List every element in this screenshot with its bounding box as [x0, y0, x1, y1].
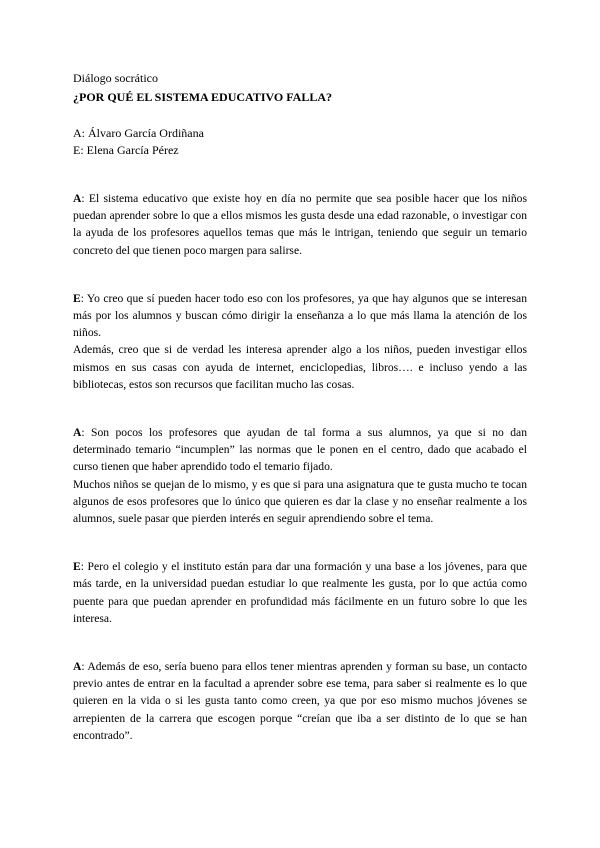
speaker-label: A: [73, 426, 82, 440]
turn-paragraph: [73, 290, 527, 342]
dialogue-turn: [73, 658, 527, 744]
paragraph-text: : Además de eso, sería bueno para ellos tener mientras aprenden y forman su base, un contacto previo antes de entrar en la facultad a aprender sobre ese tema, para saber si realmente es lo que quieren en la vida o si les gusta tanto como creen, ya que por eso mismo muchos jóvenes se arrepienten de la carrera que escogen porque “creían que iba a ser distinto de lo que se han encontrado”.: [73, 660, 527, 742]
speaker-label: A: [73, 192, 82, 205]
dialogue-turn: [73, 190, 527, 259]
paragraph-text: : Pero el colegio y el instituto están para dar una formación y una base a los jóvenes, para que más tarde, en la universidad puedan estudiar lo que realmente les gusta, por lo que actúa como puente para que puedan aprender en profundidad más fácilmente en un futuro sobre lo que les interesa.: [73, 560, 527, 625]
participant-a: A: Álvaro García Ordiñana: [73, 126, 204, 140]
dialogue-turn: [73, 424, 527, 527]
dialogue-turn: [73, 290, 527, 393]
paragraph-text: : Yo creo que sí pueden hacer todo eso con los profesores, ya que hay algunos que se interesan más por los alumnos y buscan cómo dirigir la enseñanza a lo que más llama la atención de los niños.: [73, 291, 527, 340]
document-subtitle: Diálogo socrático: [73, 71, 158, 85]
paragraph-text: : El sistema educativo que existe hoy en día no permite que sea posible hacer que los niños puedan aprender sobre lo que a ellos mismos les gusta desde una edad razonable, o investigar con la ayuda de los profesores aquellos temas que más le intrigan, teniendo que seguir un temario concreto del que tienen poco margen para salirse.: [73, 192, 527, 257]
participants-list: [73, 125, 527, 159]
paragraph-text: : Son pocos los profesores que ayudan de tal forma a sus alumnos, ya que si no dan determinado temario “incumplen” las normas que le ponen en el centro, dado que acabado el curso tienen que haber aprendido todo el temario fijado.: [73, 426, 527, 474]
speaker-label: E: [73, 560, 81, 574]
document-title: ¿POR QUÉ EL SISTEMA EDUCATIVO FALLA?: [73, 90, 333, 104]
turn-paragraph: Muchos niños se quejan de lo mismo, y es que si para una asignatura que te gusta mucho te tocan algunos de esos profesores que lo único que quieren es dar la clase y no enseñar realmente a los alumnos, suele pasar que pierden interés en seguir aprendiendo sobre el tema.: [73, 477, 527, 526]
turn-paragraph: [73, 558, 527, 627]
participant-e: E: Elena García Pérez: [73, 143, 179, 157]
turn-paragraph: [73, 190, 527, 259]
turn-paragraph: [73, 424, 527, 476]
document-content: [73, 71, 527, 744]
speaker-label: A: [73, 660, 82, 674]
speaker-label: E: [73, 291, 81, 305]
dialogue-turn: [73, 558, 527, 627]
turn-paragraph: [73, 658, 527, 744]
turn-paragraph: Además, creo que si de verdad les interesa aprender algo a los niños, pueden investigar ellos mismos en sus casas con ayuda de internet, enciclopedias, libros…. e incluso yendo a las bibliotecas, estos son recursos que facilitan mucho las cosas.: [73, 343, 527, 391]
